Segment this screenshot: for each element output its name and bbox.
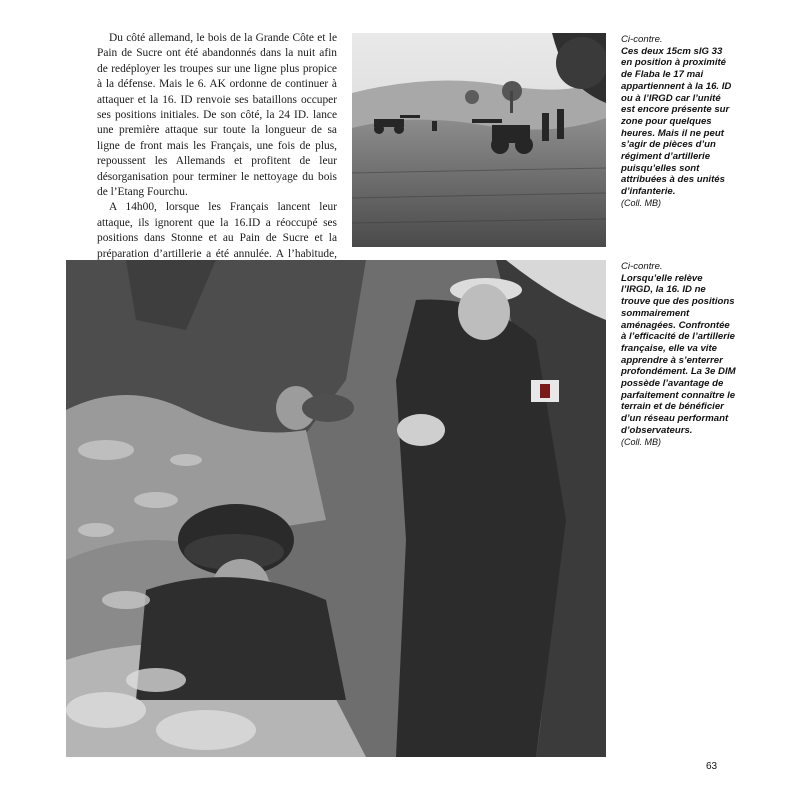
page-number: 63 (706, 761, 718, 772)
caption-lead: Ci-contre. (621, 34, 663, 45)
trench-soldiers-photo (66, 260, 606, 757)
caption-credit: (Coll. MB) (621, 436, 661, 447)
caption-text: Lorsqu’elle relève l’IRGD, la 16. ID ne trouve que des positions sommairement aménagées. Confrontée à l’efficacité de l’artillerie française, elle va vite apprendre à s’enterrer profondément. La 3e DIM possède l’avantage de parfaitement connaître le terrain et de bénéficier d’un réseau performant d’observateurs. (621, 272, 736, 436)
caption-text: Ces deux 15cm sIG 33 en position à proximité de Flaba le 17 mai appartiennent à la 16. ID ou à l’IRGD car l’unité est encore présente sur zone pour quelques heures. Mais il ne peut s’agir de pièces d’un régiment d’artillerie puisqu’elles sont attribuées à des unités d’infanterie. (621, 45, 732, 198)
photo-caption-trench (621, 261, 736, 448)
caption-credit: (Coll. MB) (621, 197, 661, 208)
body-paragraph: Du côté allemand, le bois de la Grande Côte et le Pain de Sucre ont été abandonnés dans la nuit afin de redéployer les troupes sur une ligne plus propice à la défense. Mais le 6. AK ordonne de continuer à attaquer et la 16. ID renvoie ses bataillons occuper ses positions initiales. De son côté, la 24 ID. lance une première attaque sur toute la longueur de sa ligne de front mais les Français, une fois de plus, repoussent les Allemands et profitent de leur désorganisation pour terminer le nettoyage du bois de l’Etang Fourchu. (97, 32, 337, 199)
body-paragraph: A 14h00, lorsque les Français lancent leur attaque, ils ignorent que la 16.ID a réoccupé ses positions dans Stonne et au Pain de Sucre et la préparation d’artillerie a été annulée. A l’habitude, (97, 201, 337, 260)
caption-lead: Ci-contre. (621, 261, 663, 272)
artillery-field-photo (352, 33, 606, 247)
photo-caption-artillery (621, 34, 736, 210)
body-text-column (97, 31, 337, 293)
